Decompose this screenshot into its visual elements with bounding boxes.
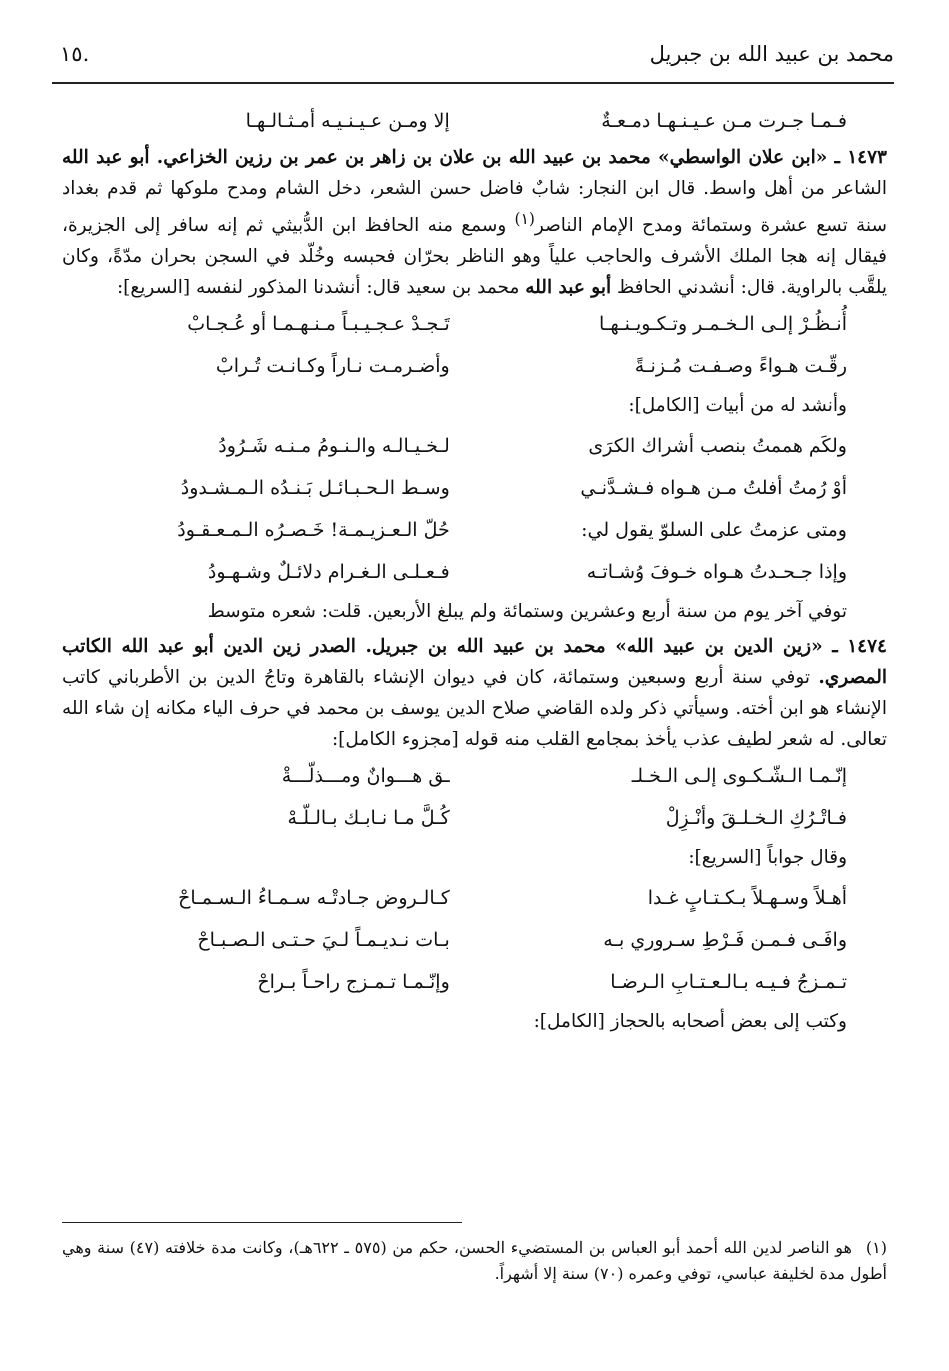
footnote [62, 1235, 887, 1287]
page-header [52, 38, 894, 78]
narrator-name: أبو عبد الله [525, 277, 612, 299]
verse-first-hemistich: تـمـزجُ فـيـه بـالـعـتـابِ الـرضـا [610, 971, 847, 994]
running-title: محمد بن عبيد الله بن جبريل [649, 42, 894, 66]
verse-intro: وكتب إلى بعض أصحابه بالحجاز [الكامل]: [533, 1011, 847, 1033]
verse-first-hemistich: أوْ رُمتُ أفلتُ مـن هـواه فـشـدَّنـي [580, 477, 847, 500]
entry-text: توفي سنة أربع وسبعين وستمائة، كان في ديوان الإنشاء بالقاهرة وتاجُ الدين بن الأطرباني كاتب الإنشاء هو ابن أخته. وسيأتي ذكر ولده القاضي صلاح الدين يوسف بن محمد في حرف الياء مكانه إن شاء الله تعالى. له شعر لطيف عذب يأخذ بمجامع القلب منه قوله [مجزوء الكامل]: [62, 667, 887, 751]
header-rule [52, 82, 894, 84]
entry-heading: ١٤٧٤ ـ «زين الدين بن عبيد الله» محمد بن عبيد الله بن جبريل. الصدر زين الدين أبو عبد الله الكاتب المصري. [62, 636, 887, 689]
verse-second-hemistich: وسـط الـحـبـائـل بَـنـدُه الـمـشـدودُ [180, 477, 450, 500]
verse-first-hemistich: رقّـت هـواءً وصـفـت مُـزنـةً [634, 355, 847, 378]
verse-line [62, 877, 887, 919]
verse-first-hemistich: ومتى عزمتُ على السلوّ يقول لي: [581, 519, 847, 542]
verse-second-hemistich: تَـجـدْ عـجـيـبـاً مـنـهـمـا أو عُـجـابْ [187, 313, 450, 336]
footnote-marker[interactable]: (١) [514, 210, 535, 228]
verse-line [62, 797, 887, 839]
verse-line [62, 345, 887, 387]
verse-second-hemistich: فـعـلـى الـغـرام دلائـلٌ وشـهـودُ [207, 561, 450, 584]
page-number: ١٥. [60, 42, 90, 66]
verse-line [62, 551, 887, 593]
verse-first-hemistich: ولكَم هممتُ بنصب أشراك الكرَى [588, 435, 847, 458]
verse-line [62, 755, 887, 797]
verse-second-hemistich: ـق هـــوانٌ ومـــذلّـــةْ [281, 765, 450, 788]
entry-text: محمد بن سعيد قال: أنشدنا المذكور لنفسه [السريع]: [116, 277, 526, 299]
verse-intro: وأنشد له من أبيات [الكامل]: [628, 395, 847, 417]
entry-1474 [62, 631, 887, 755]
verse-first-hemistich: وإذا جـحـدتُ هـواه خـوفَ وُشـاتـه [586, 561, 847, 584]
verse-second-hemistich: كُـلَّ مـا نـابـك بـالـلّـهْ [287, 807, 450, 830]
verse-line [62, 425, 887, 467]
verse-second-hemistich: حُلّ الـعـزيـمـة! خَـصـرُه الـمـعـقـودُ [177, 519, 450, 542]
entry-closing: توفي آخر يوم من سنة أربع وعشرين وستمائة ولم يبلغ الأربعين. قلت: شعره متوسط [207, 601, 847, 623]
verse-line [62, 467, 887, 509]
footnote-text: هو الناصر لدين الله أحمد أبو العباس بن المستضيء الحسن، حكم من (٥٧٥ ـ ٦٢٢هـ)، وكانت مدة خلافته (٤٧) سنة وهي أطول مدة لخليفة عباسي، توفي وعمره (٧٠) سنة إلا أشهراً. [62, 1238, 887, 1283]
entry-heading: ١٤٧٣ ـ «ابن علان الواسطي» محمد بن عبيد الله بن علان بن زاهر بن عمر بن رزين الخزاعي. أبو عبد الله [62, 147, 887, 168]
verse-second-hemistich: وإنّـمـا تـمـزج راحـاً بـراحْ [257, 971, 450, 994]
verse-second-hemistich: وأضـرمـت نـاراً وكـانـت تُـرابْ [215, 355, 450, 378]
entry-text: وسمع منه الحافظ ابن الدُّبيثي ثم إنه سافر إلى الجزيرة، فيقال إنه هجا الملك الأشرف والحاجب علياً وهو الناظر بحرّان فحبسه وخُلّد في السجن بحران مدّةً، وكان يلقَّب بالراوية. قال: أنشدني الحافظ [62, 215, 887, 299]
verse-second-hemistich: بـات نـديـمـاً لـيَ حـتـى الـصـبـاحْ [197, 929, 450, 952]
verse-first-hemistich: إنّـمـا الـشّـكـوى إلـى الـخـلـ [631, 765, 847, 788]
footnote-rule [62, 1222, 462, 1223]
verse-second-hemistich: إلا ومـن عـيـنـيـه أمـثـالـهـا [245, 110, 450, 132]
verse-first-hemistich: فـاتْـرُكِ الـخـلـقَ وأنْـزِلْ [665, 807, 847, 830]
entry-1473 [62, 142, 887, 303]
verse-line [62, 509, 887, 551]
verse-line [62, 919, 887, 961]
verse-first-hemistich: فـمـا جـرت مـن عـيـنـهـا دمـعـةٌ [601, 110, 847, 132]
verse-first-hemistich: أُنـظُـرْ إلـى الـخـمـر وتـكـويـنـهـا [598, 313, 847, 336]
verse-first-hemistich: أهـلاً وسـهـلاً بـكـتـابٍ غـدا [647, 887, 847, 910]
entry-text: الشاعر من أهل واسط. قال ابن النجار: شابٌ فاضل حسن الشعر، دخل الشام ومدح ملوكها ثم قدم بغداد سنة تسع عشرة وستمائة ومدح الإمام الناصر [62, 178, 887, 237]
footnote-number: (١) [865, 1238, 888, 1257]
verse-line [62, 100, 887, 142]
verse-first-hemistich: وافَـى فـمـن فَـرْطِ سـروري بـه [603, 929, 847, 952]
verse-second-hemistich: كـالـروض جـادتْـه سـمـاءُ الـسـمـاحْ [178, 887, 450, 910]
verse-line [62, 303, 887, 345]
verse-second-hemistich: لـخـيـالـه والـنـومُ مـنـه شَـرُودُ [218, 435, 450, 458]
main-text [62, 100, 887, 1041]
verse-intro: وقال جواباً [السريع]: [688, 847, 847, 869]
verse-line [62, 961, 887, 1003]
